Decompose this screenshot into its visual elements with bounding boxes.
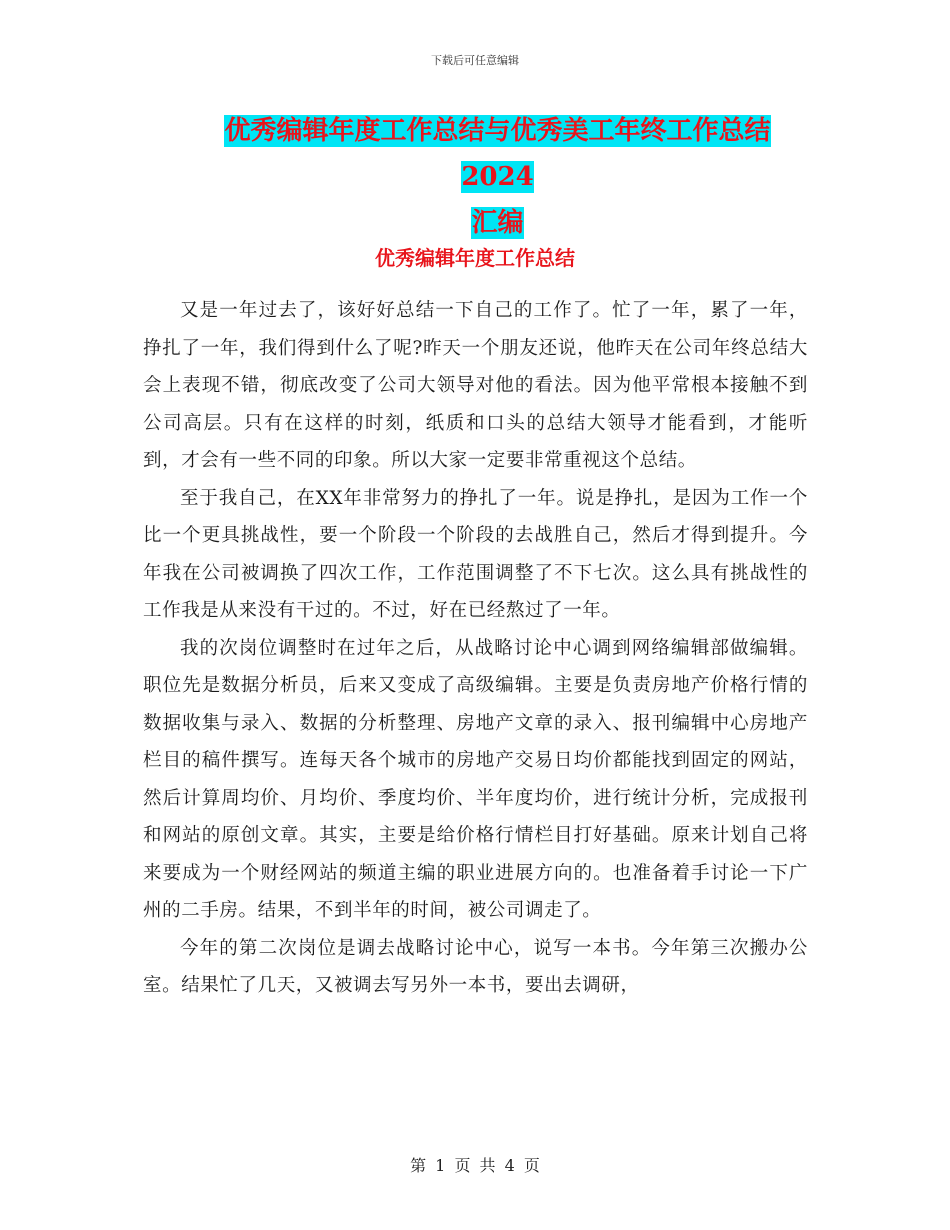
paragraph: 我的次岗位调整时在过年之后，从战略讨论中心调到网络编辑部做编辑。职位先是数据分析员，后来又变成了高级编辑。主要是负责房地产价格行情的数据收集与录入、数据的分析整理、房地产文章的录入、报刊编辑中心房地产栏目的稿件撰写。连每天各个城市的房地产交易日均价都能找到固定的网站，然后计算周均价、月均价、季度均价、半年度均价，进行统计分析，完成报刊和网站的原创文章。其实，主要是给价格行情栏目打好基础。原来计划自己将来要成为一个财经网站的频道主编的职业进展方向的。也准备着手讨论一下广州的二手房。结果，不到半年的时间，被公司调走了。 bbox=[143, 637, 808, 921]
paragraph: 又是一年过去了，该好好总结一下自己的工作了。忙了一年，累了一年，挣扎了一年，我们得到什么了呢?昨天一个朋友还说，他昨天在公司年终总结大会上表现不错，彻底改变了公司大领导对他的看法。因为他平常根本接触不到公司高层。只有在这样的时刻，纸质和口头的总结大领导才能看到，才能听到，才会有一些不同的印象。所以大家一定要非常重视这个总结。 bbox=[143, 300, 808, 471]
paragraph: 今年的第二次岗位是调去战略讨论中心，说写一本书。今年第三次搬办公室。结果忙了几天，又被调去写另外一本书，要出去调研， bbox=[143, 937, 808, 996]
page-header-note: 下载后可任意编辑 bbox=[431, 54, 519, 67]
document-body bbox=[143, 292, 808, 1005]
page-number-footer: 第 1 页 共 4 页 bbox=[410, 1156, 540, 1175]
section-title: 优秀编辑年度工作总结 bbox=[375, 246, 575, 270]
document-title-line-2: 汇编 bbox=[471, 208, 524, 238]
document-title bbox=[190, 108, 805, 246]
document-title-line-1: 优秀编辑年度工作总结与优秀美工年终工作总结2024 bbox=[224, 116, 771, 192]
paragraph: 至于我自己，在XX年非常努力的挣扎了一年。说是挣扎，是因为工作一个比一个更具挑战性，要一个阶段一个阶段的去战胜自己，然后才得到提升。今年我在公司被调换了四次工作，工作范围调整了不下七次。这么具有挑战性的工作我是从来没有干过的。不过，好在已经熬过了一年。 bbox=[143, 487, 808, 621]
